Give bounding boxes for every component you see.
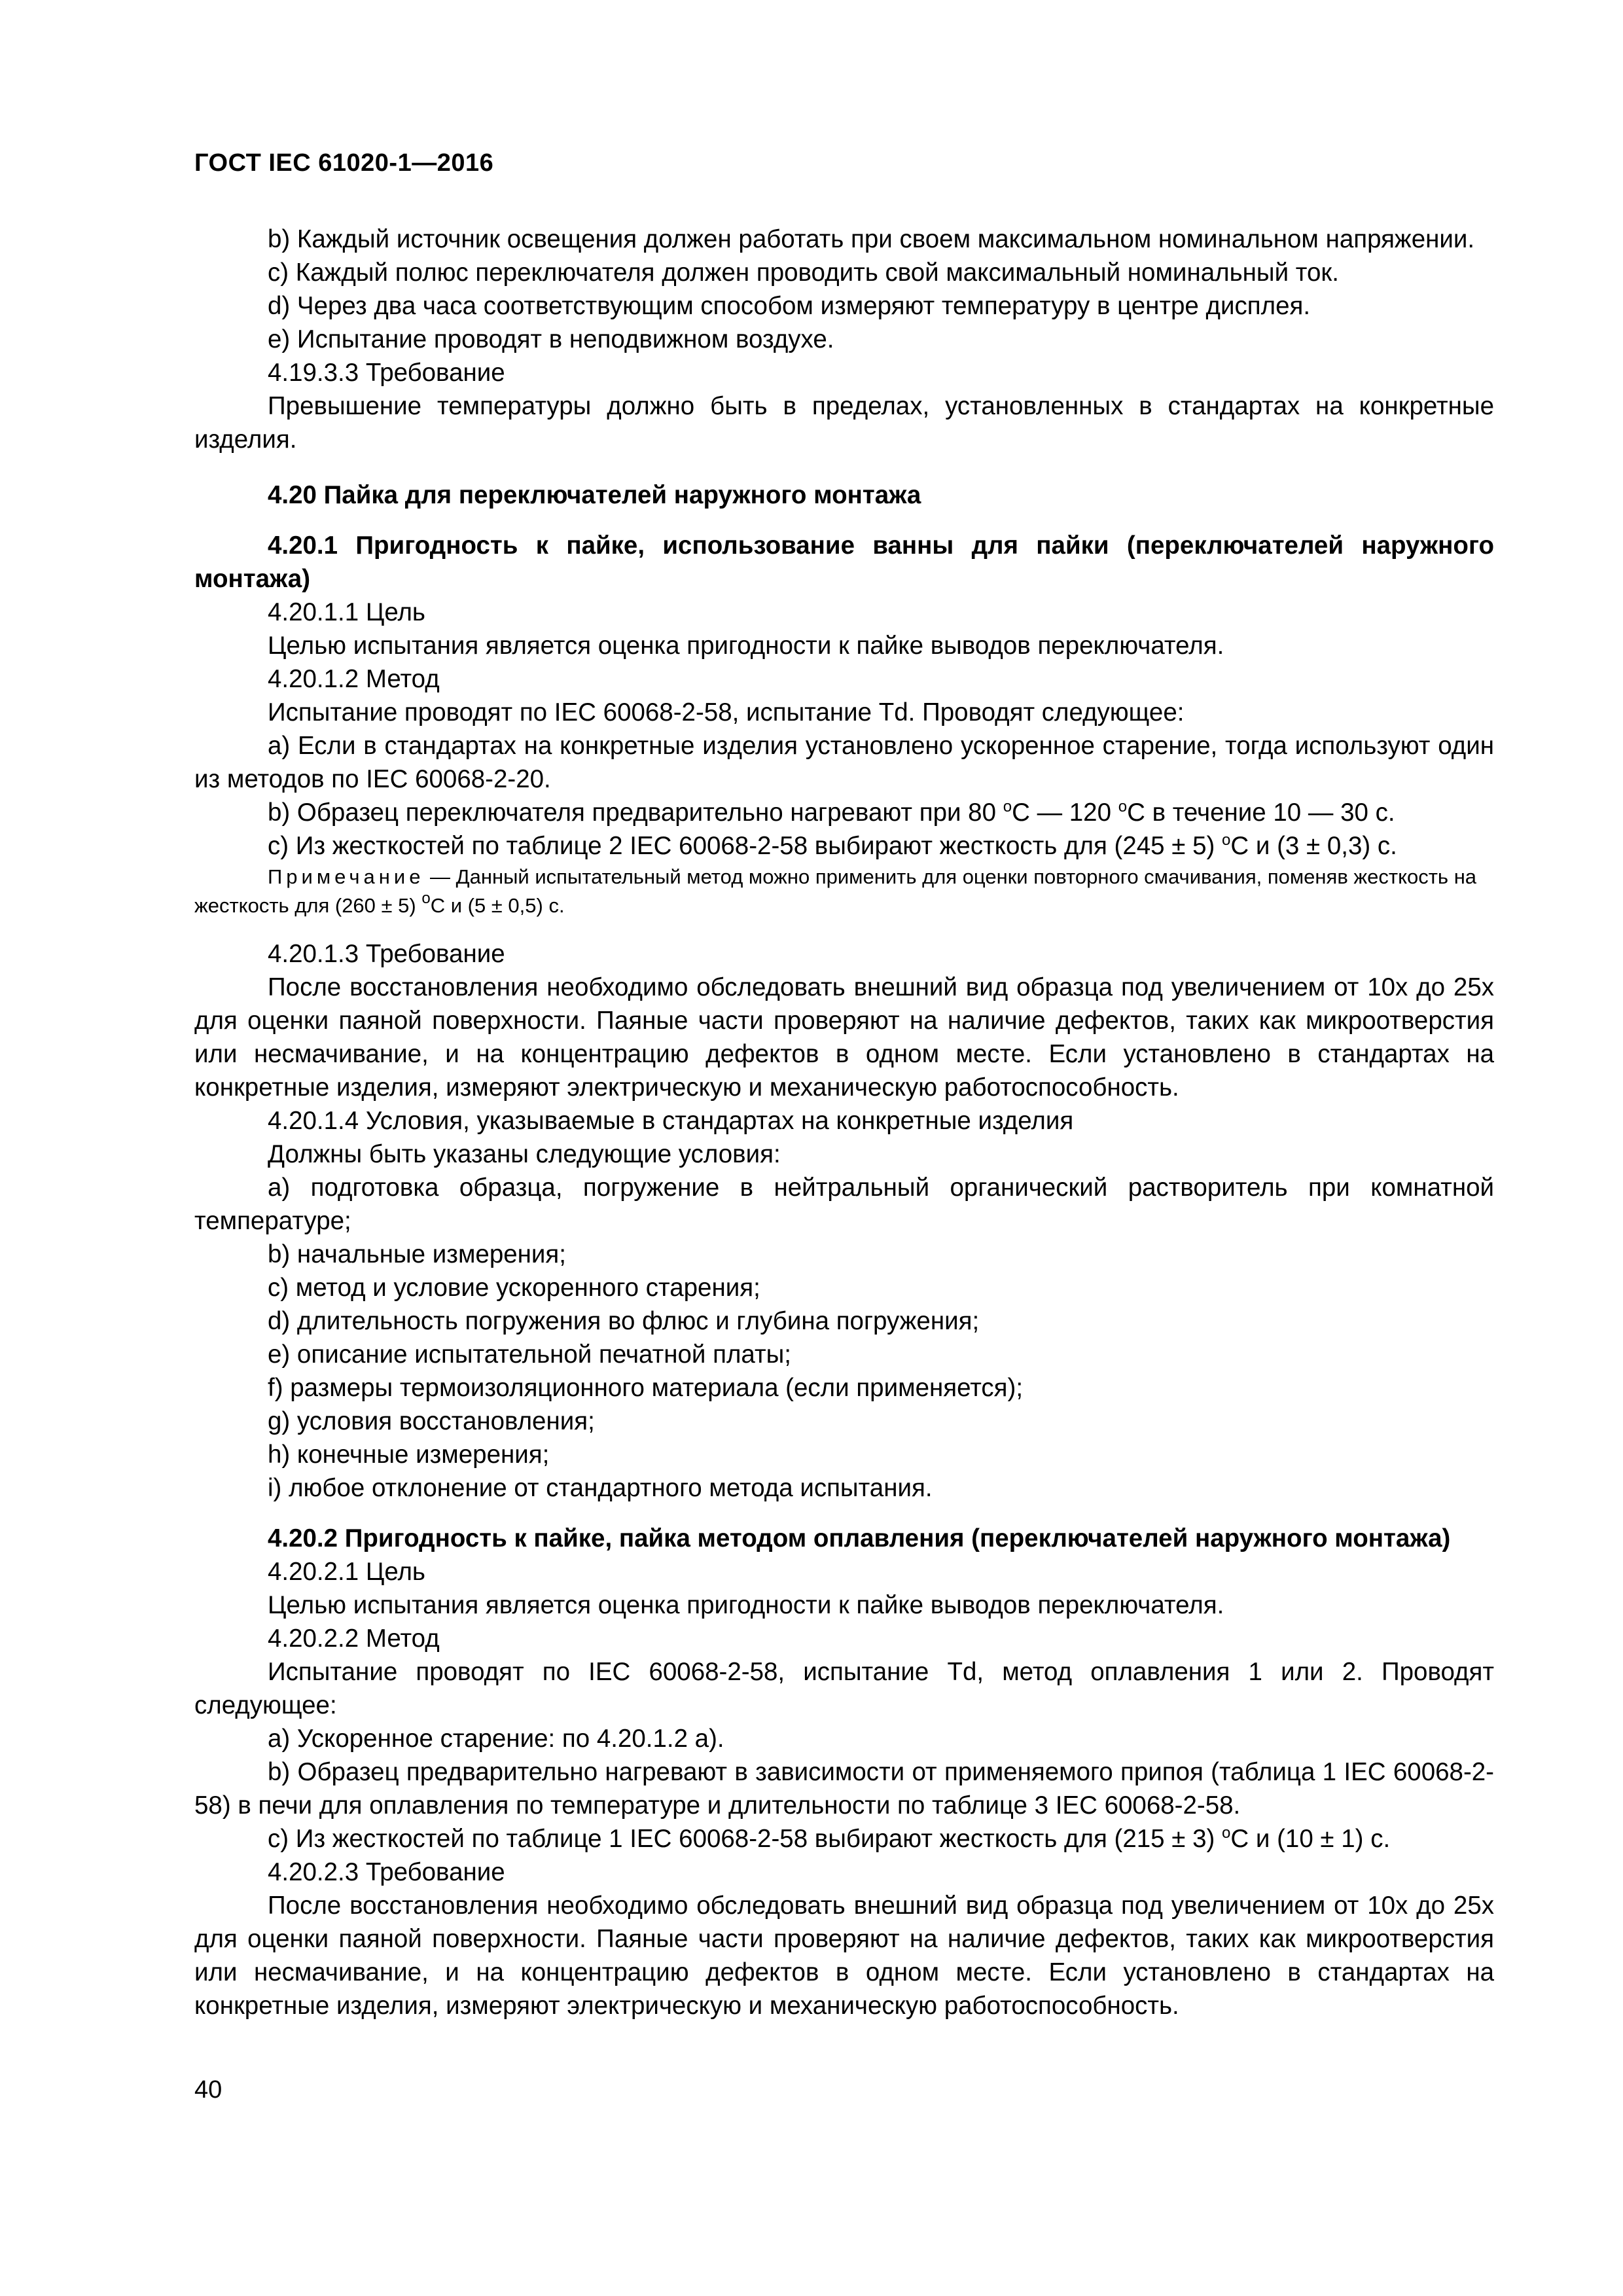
document-body [194,223,1494,2022]
paragraph: Должны быть указаны следующие условия: [268,1140,781,1168]
clause-number: 4.20.1.1 Цель [268,598,425,626]
paragraph: Целью испытания является оценка пригодности к пайке выводов переключателя. [268,1591,1224,1619]
list-item: a) подготовка образца, погружение в нейтральный органический растворитель при комнатной температуре; [194,1174,1494,1235]
clause-number: 4.20.2.2 Метод [268,1624,440,1653]
clause-number: 4.20.2.3 Требование [268,1858,505,1886]
paragraph: a) Ускоренное старение: по 4.20.1.2 a). [268,1725,724,1753]
paragraph: b) Образец предварительно нагревают в зависимости от применяемого припоя (таблица 1 IEC 60068-2-58) в печи для оплавления по температуре и длительности по таблице 3 IEC 60068-2-58. [194,1758,1494,1820]
clause-number: 4.20.1.3 Требование [268,940,505,968]
paragraph: После восстановления необходимо обследовать внешний вид образца под увеличением от 10x до 25x для оценки паяной поверхности. Паяные части проверяют на наличие дефектов, таких как микроотверстия или несмачивание, и на концентрацию дефектов в одном месте. Если установлено в стандартах на конкретные изделия, измеряют электрическую и механическую работоспособность. [194,1892,1494,2020]
note-label: Примечание [268,865,425,888]
degree-sign: о [1118,798,1128,816]
paragraph: d) Через два часа соответствующим способом измеряют температуру в центре дисплея. [268,292,1311,320]
paragraph: Целью испытания является оценка пригодности к пайке выводов переключателя. [268,632,1224,660]
list-item: c) метод и условие ускоренного старения; [268,1274,760,1302]
section-heading: 4.20.1 Пригодность к пайке, использование ванны для пайки (переключателей наружного монтажа) [194,531,1494,593]
paragraph: c) Каждый полюс переключателя должен проводить свой максимальный номинальный ток. [268,259,1339,287]
paragraph: a) Если в стандартах на конкретные изделия установлено ускоренное старение, тогда используют один из методов по IEC 60068-2-20. [194,732,1494,793]
list-item: d) длительность погружения во флюс и глубина погружения; [268,1307,980,1335]
clause-number: 4.19.3.3 Требование [268,359,505,387]
paragraph: c) Из жесткостей по таблице 2 IEC 60068-2-58 выбирают жесткость для (245 ± 5) $^о$С и (3 ± 0,3) с. [268,831,1397,860]
clause-number: 4.20.2.1 Цель [268,1558,425,1586]
note: Примечание — Данный испытательный метод можно применить для оценки повторного смачивания, поменяв жесткость на жесткость для (260 ± 5) $^о$С и (5 ± 0,5) с. [194,865,1477,917]
degree-sign: о [1003,798,1012,816]
page-header: ГОСТ IEC 61020-1—2016 [194,149,494,177]
paragraph: Испытание проводят по IEC 60068-2-58, испытание Td, метод оплавления 1 или 2. Проводят следующее: [194,1658,1494,1719]
clause-number: 4.20.1.2 Метод [268,665,440,693]
list-item: b) начальные измерения; [268,1240,566,1268]
degree-sign: о [1222,831,1231,849]
list-item: i) любое отклонение от стандартного метода испытания. [268,1474,933,1502]
paragraph: Испытание проводят по IEC 60068-2-58, испытание Td. Проводят следующее: [268,698,1185,726]
paragraph: b) Каждый источник освещения должен работать при своем максимальном номинальном напряжении. [268,225,1475,253]
paragraph: c) Из жесткостей по таблице 1 IEC 60068-2-58 выбирают жесткость для (215 ± 3) $^о$С и (10 ± 1) с. [268,1824,1391,1853]
paragraph: После восстановления необходимо обследовать внешний вид образца под увеличением от 10x до 25x для оценки паяной поверхности. Паяные части проверяют на наличие дефектов, таких как микроотверстия или несмачивание, и на концентрацию дефектов в одном месте. Если установлено в стандартах на конкретные изделия, измеряют электрическую и механическую работоспособность. [194,973,1494,1102]
degree-sign: о [421,889,431,907]
section-heading: 4.20 Пайка для переключателей наружного монтажа [268,481,921,509]
section-heading: 4.20.2 Пригодность к пайке, пайка методом оплавления (переключателей наружного монтажа) [268,1524,1451,1552]
paragraph: Превышение температуры должно быть в пределах, установленных в стандартах на конкретные изделия. [194,392,1494,454]
list-item: g) условия восстановления; [268,1407,595,1435]
page-number: 40 [194,2076,223,2104]
paragraph: b) Образец переключателя предварительно нагревают при 80 $^о$С — 120 $^о$С в течение 10 — 30 с. [268,798,1395,827]
degree-sign: о [1222,1824,1231,1842]
list-item: f) размеры термоизоляционного материала (если применяется); [268,1374,1024,1402]
paragraph: e) Испытание проводят в неподвижном воздухе. [268,325,834,353]
list-item: e) описание испытательной печатной платы; [268,1340,792,1369]
clause-number: 4.20.1.4 Условия, указываемые в стандартах на конкретные изделия [268,1107,1074,1135]
list-item: h) конечные измерения; [268,1441,550,1469]
